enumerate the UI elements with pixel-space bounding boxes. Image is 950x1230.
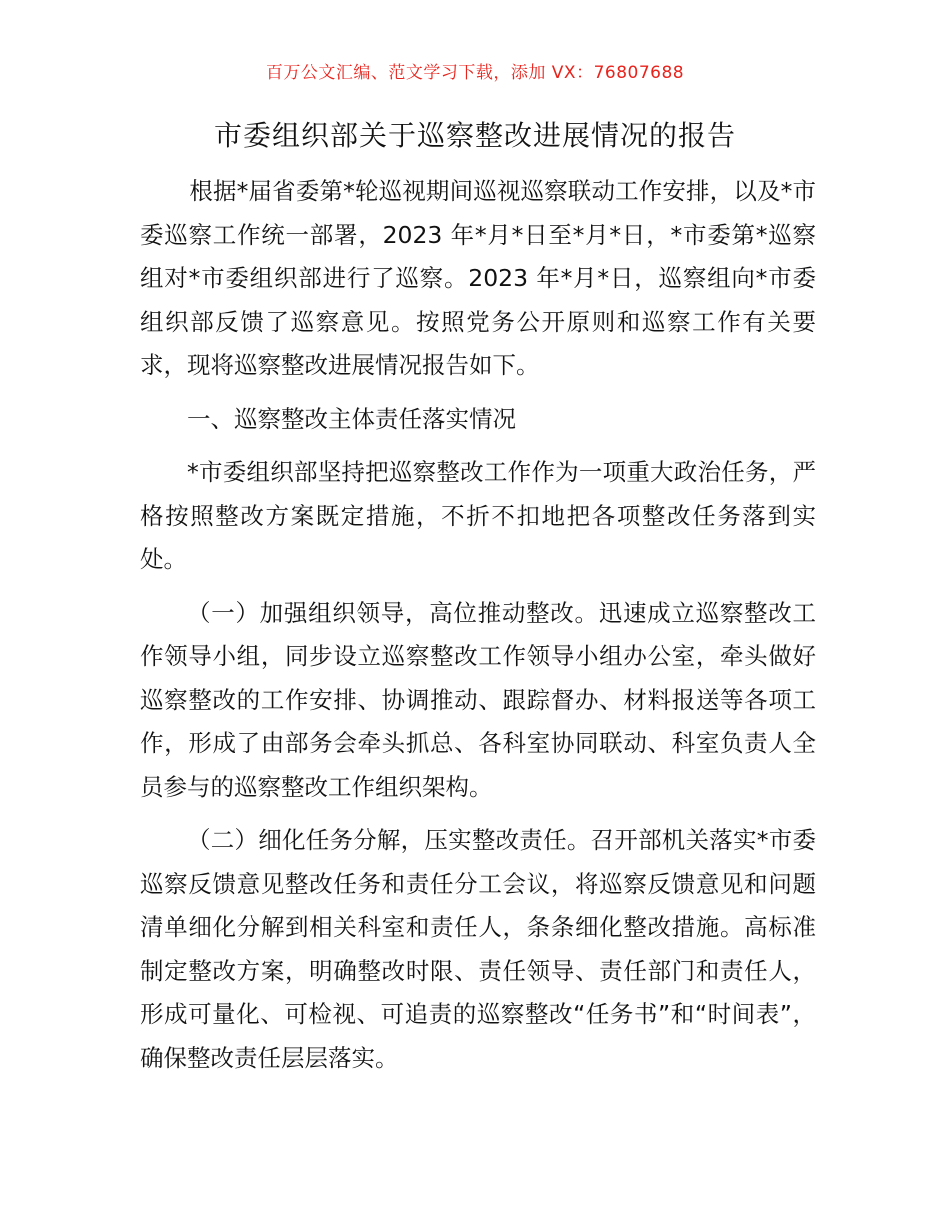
paragraph-item-1: （一）加强组织领导，高位推动整改。迅速成立巡察整改工作领导小组，同步设立巡察整改工作领导小组办公室，牵头做好巡察整改的工作安排、协调推动、跟踪督办、材料报送等各项工作，形成了由部务会牵头抓总、各科室协同联动、科室负责人全员参与的巡察整改工作组织架构。 bbox=[140, 598, 816, 801]
paragraph-item-2: （二）细化任务分解，压实整改责任。召开部机关落实*市委巡察反馈意见整改任务和责任分工会议，将巡察反馈意见和问题清单细化分解到相关科室和责任人，条条细化整改措施。高标准制定整改方案，明确整改时限、责任领导、责任部门和责任人，形成可量化、可检视、可追责的巡察整改“任务书”和“时间表”，确保整改责任层层落实。 bbox=[140, 826, 816, 1072]
document-body bbox=[140, 170, 816, 1080]
header-note: 百万公文汇编、范文学习下载，添加 VX：76807688 bbox=[265, 63, 685, 83]
section-heading-1: 一、巡察整改主体责任落实情况 bbox=[187, 404, 516, 433]
page-title: 市委组织部关于巡察整改进展情况的报告 bbox=[213, 119, 736, 152]
paragraph-section-1-intro: *市委组织部坚持把巡察整改工作作为一项重大政治任务，严格按照整改方案既定措施，不折不扣地把各项整改任务落到实处。 bbox=[140, 458, 816, 573]
paragraph-intro: 根据*届省委第*轮巡视期间巡视巡察联动工作安排，以及*市委巡察工作统一部署，2023 年*月*日至*月*日，*市委第*巡察组对*市委组织部进行了巡察。2023 年*月*日，巡察组向*市委组织部反馈了巡察意见。按照党务公开原则和巡察工作有关要求，现将巡察整改进展情况报告如下。 bbox=[140, 177, 816, 379]
